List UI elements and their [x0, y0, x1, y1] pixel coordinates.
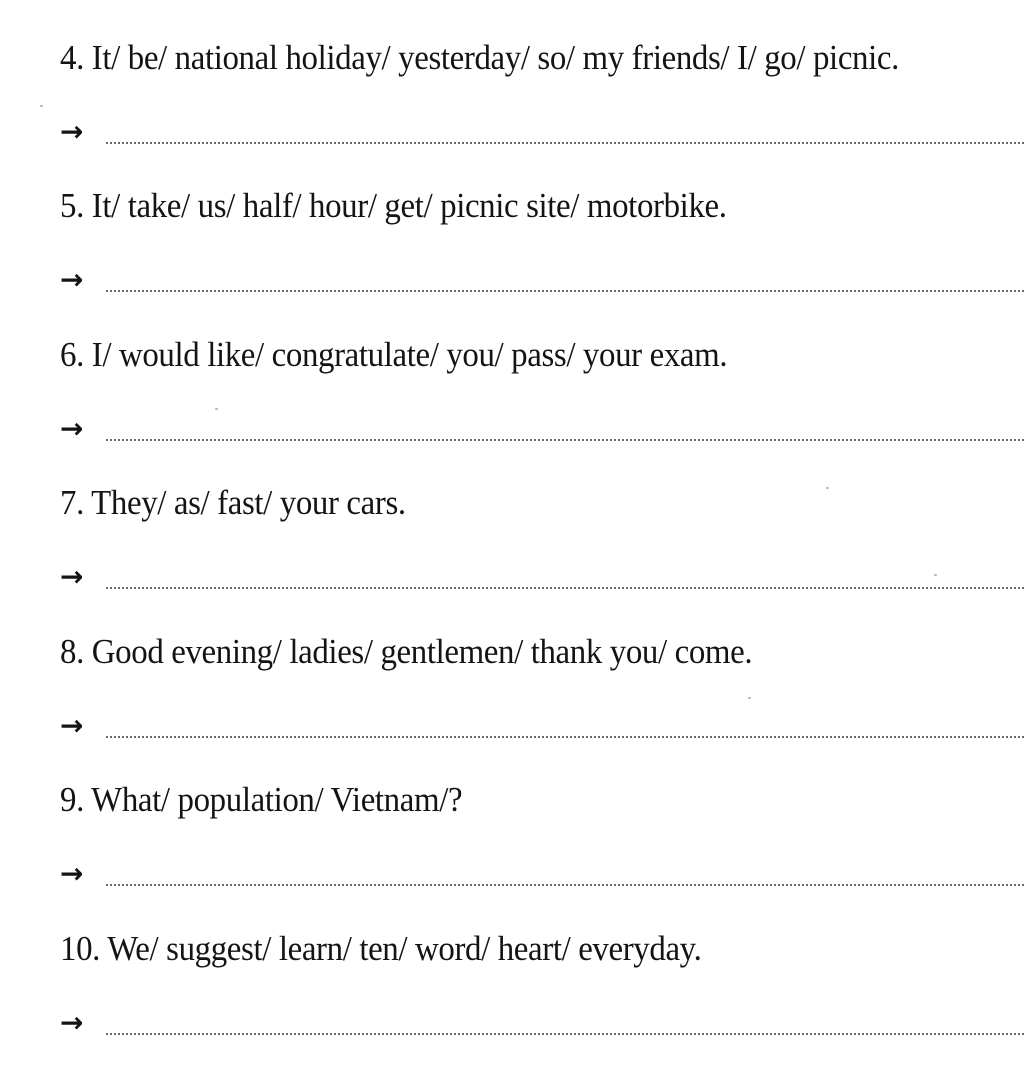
question-number: 4. — [60, 38, 84, 77]
arrow-icon: → — [60, 857, 84, 890]
scan-speck — [826, 487, 829, 489]
question-number: 10. — [60, 929, 101, 968]
question-prompt: They/ as/ fast/ your cars. — [91, 483, 406, 522]
answer-row — [60, 1003, 1024, 1043]
exercise-item — [0, 297, 1024, 445]
question-number: 5. — [60, 186, 84, 225]
question-text — [60, 780, 462, 820]
question-prompt: It/ take/ us/ half/ hour/ get/ picnic site/ motorbike. — [91, 186, 727, 225]
question-prompt: It/ be/ national holiday/ yesterday/ so/ my friends/ I/ go/ picnic. — [91, 38, 899, 77]
exercise-item — [0, 594, 1024, 742]
exercise-item — [0, 445, 1024, 593]
answer-row — [60, 260, 1024, 300]
question-text — [60, 335, 727, 375]
question-number: 9. — [60, 780, 84, 819]
arrow-icon: → — [60, 1006, 84, 1039]
exercise-item — [0, 742, 1024, 890]
arrow-icon: → — [60, 263, 84, 296]
question-number: 7. — [60, 483, 84, 522]
arrow-icon: → — [60, 412, 84, 445]
question-prompt: Good evening/ ladies/ gentlemen/ thank you/ come. — [91, 632, 753, 671]
exercise-item — [0, 891, 1024, 1039]
question-prompt: What/ population/ Vietnam/? — [91, 780, 463, 819]
arrow-icon: → — [60, 115, 84, 148]
question-text — [60, 186, 727, 226]
exercise-item — [0, 148, 1024, 296]
answer-row — [60, 112, 1024, 152]
scan-speck — [215, 408, 218, 410]
answer-line — [106, 1033, 1024, 1035]
answer-line — [106, 884, 1024, 886]
answer-line — [106, 587, 1024, 589]
arrow-icon: → — [60, 709, 84, 742]
question-text — [60, 483, 406, 523]
question-text — [60, 38, 899, 78]
question-number: 8. — [60, 632, 84, 671]
question-text — [60, 929, 701, 969]
answer-line — [106, 439, 1024, 441]
exercise-item — [0, 0, 1024, 148]
answer-row — [60, 706, 1024, 746]
answer-row — [60, 409, 1024, 449]
question-number: 6. — [60, 335, 84, 374]
scan-speck — [40, 105, 43, 107]
question-prompt: I/ would like/ congratulate/ you/ pass/ your exam. — [91, 335, 728, 374]
scan-speck — [934, 574, 937, 576]
answer-row — [60, 854, 1024, 894]
question-text — [60, 632, 752, 672]
answer-line — [106, 142, 1024, 144]
scan-speck — [748, 697, 751, 699]
arrow-icon: → — [60, 560, 84, 593]
answer-row — [60, 557, 1024, 597]
question-prompt: We/ suggest/ learn/ ten/ word/ heart/ everyday. — [107, 929, 702, 968]
answer-line — [106, 736, 1024, 738]
answer-line — [106, 290, 1024, 292]
